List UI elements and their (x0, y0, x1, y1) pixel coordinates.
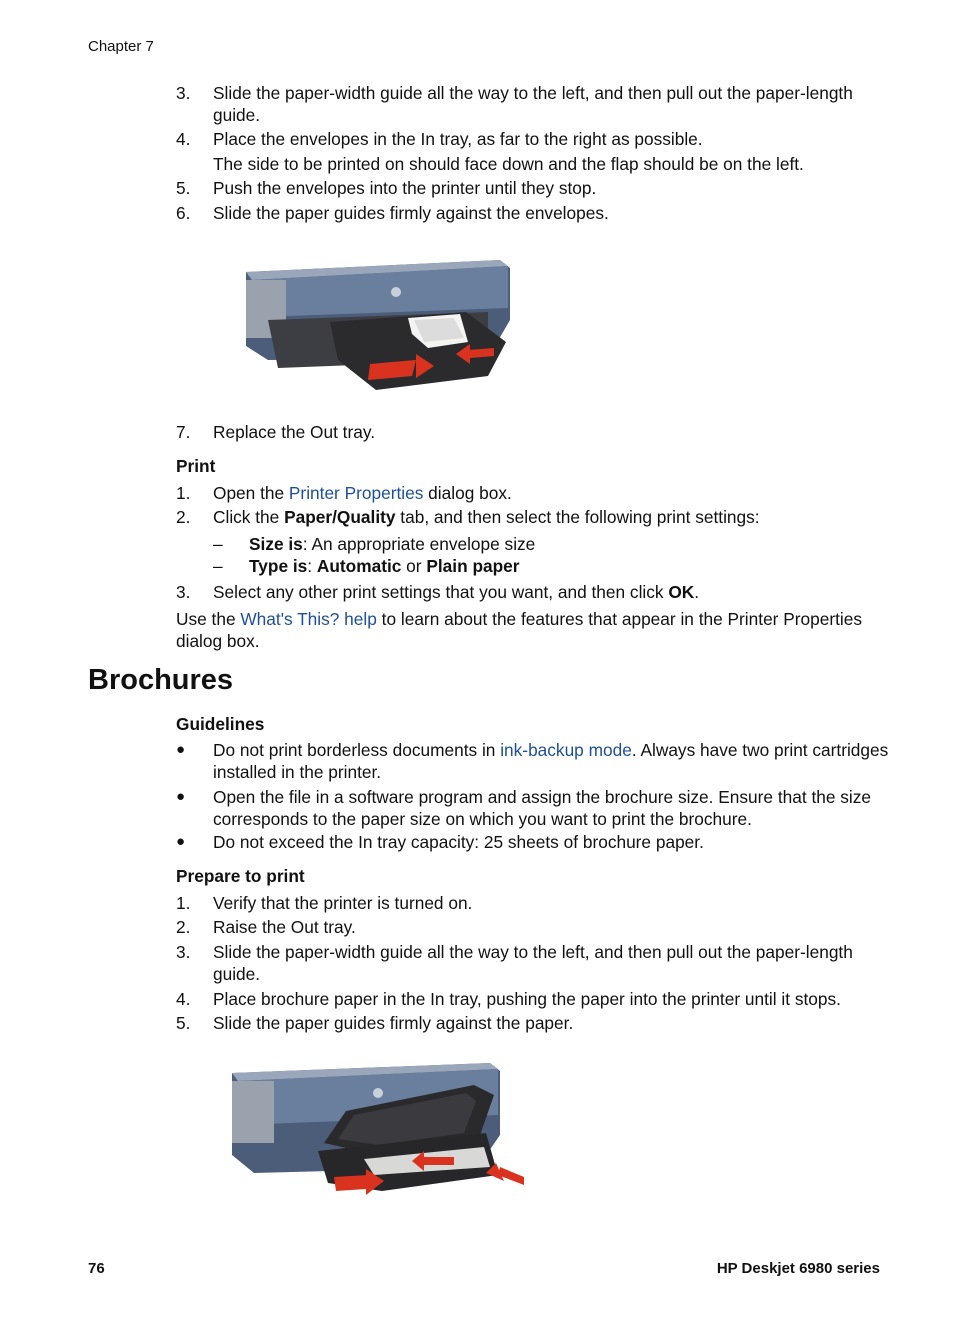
step-number: 2. (176, 507, 191, 527)
step-number: 5. (176, 1013, 191, 1033)
bullet-icon: ● (176, 833, 186, 850)
step-number: 2. (176, 917, 191, 937)
guideline-item: Do not print borderless documents in ink-backup mode. Always have two print cartridges installed in the printer. (213, 740, 889, 782)
step-number: 1. (176, 893, 191, 913)
page-number: 76 (88, 1260, 105, 1277)
bullet-icon: ● (176, 741, 186, 758)
printer-envelope-illustration (238, 250, 523, 398)
step-text: Select any other print settings that you want, and then click OK. (213, 582, 700, 602)
step-text: Place the envelopes in the In tray, as far to the right as possible. (213, 129, 703, 149)
step-note: The side to be printed on should face down and the flap should be on the left. (213, 154, 804, 174)
step-number: 6. (176, 203, 191, 223)
product-name: HP Deskjet 6980 series (716, 1260, 880, 1277)
setting-type: Type is: Automatic or Plain paper (249, 556, 520, 576)
dash-bullet: – (213, 534, 223, 554)
prepare-heading: Prepare to print (176, 866, 305, 886)
step-number: 4. (176, 129, 191, 149)
step-number: 4. (176, 989, 191, 1009)
chapter-label: Chapter 7 (88, 38, 154, 55)
help-note: Use the What's This? help to learn about the features that appear in the Printer Properties dialog box. (176, 609, 862, 651)
step-text: Verify that the printer is turned on. (213, 893, 473, 913)
step-number: 5. (176, 178, 191, 198)
step-text: Open the Printer Properties dialog box. (213, 483, 512, 503)
step-text: Slide the paper guides firmly against the envelopes. (213, 203, 609, 223)
guidelines-heading: Guidelines (176, 714, 265, 734)
step-number: 3. (176, 942, 191, 962)
guideline-item: Open the file in a software program and assign the brochure size. Ensure that the size corresponds to the paper size on which you want to print the brochure. (213, 787, 872, 829)
guideline-item: Do not exceed the In tray capacity: 25 sheets of brochure paper. (213, 832, 704, 852)
step-number: 3. (176, 83, 191, 103)
section-title: Brochures (88, 664, 234, 696)
step-text: Push the envelopes into the printer until they stop. (213, 178, 597, 198)
printer-brochure-illustration (228, 1055, 533, 1203)
step-number: 7. (176, 422, 191, 442)
step-text: Slide the paper-width guide all the way to the left, and then pull out the paper-length guide. (213, 83, 853, 125)
step-text: Replace the Out tray. (213, 422, 376, 442)
bullet-icon: ● (176, 788, 186, 805)
step-text: Raise the Out tray. (213, 917, 356, 937)
printer-properties-link[interactable]: Printer Properties (288, 483, 424, 503)
step-text: Slide the paper guides firmly against the paper. (213, 1013, 574, 1033)
setting-size: Size is: An appropriate envelope size (249, 534, 536, 554)
step-number: 1. (176, 483, 191, 503)
whats-this-help-link[interactable]: What's This? help (240, 609, 377, 629)
step-number: 3. (176, 582, 191, 602)
print-heading: Print (176, 456, 216, 476)
step-text: Place brochure paper in the In tray, pushing the paper into the printer until it stops. (213, 989, 841, 1009)
step-text: Slide the paper-width guide all the way to the left, and then pull out the paper-length guide. (213, 942, 853, 984)
step-text: Click the Paper/Quality tab, and then select the following print settings: (213, 507, 760, 527)
ink-backup-mode-link[interactable]: ink-backup mode (500, 740, 632, 760)
dash-bullet: – (213, 556, 223, 576)
